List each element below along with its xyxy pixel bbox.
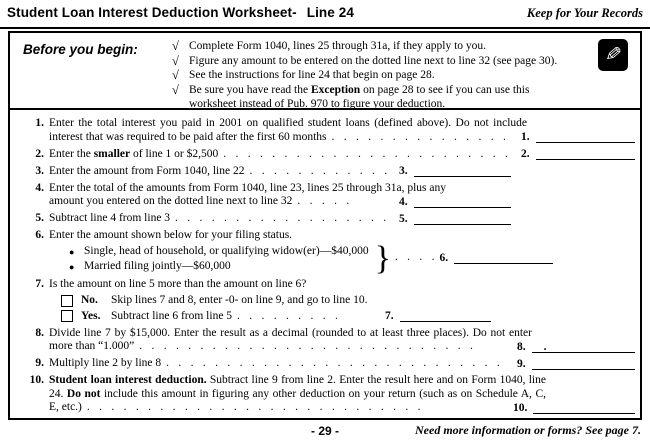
checklist-item-text — [189, 83, 564, 111]
line-text — [49, 182, 449, 209]
filing-option-married — [69, 260, 369, 274]
yes-text: Subtract line 6 from line 5 — [111, 309, 233, 322]
dot-leader: . . . . . . . . . . . . — [249, 164, 388, 177]
line-text — [49, 327, 532, 354]
filing-option-single — [69, 245, 369, 259]
page-header — [0, 0, 650, 29]
line-text — [49, 374, 546, 415]
dot-leader: . . . . . — [297, 195, 350, 208]
do-not-bold: Do not — [66, 387, 101, 400]
answer-6 — [393, 251, 553, 269]
dot-leader: . . . . . . . . . . . . . . . . . . . . . . . . . . . . — [86, 401, 421, 414]
dot-leader: . . . . . . . . . . . . . . . . . . . . . . . . . . . . — [139, 340, 473, 353]
checkmark-icon: √ — [172, 39, 179, 53]
keep-for-records-label: Keep for Your Records — [526, 6, 643, 20]
answer-field-10[interactable] — [533, 402, 635, 414]
answer-field-3[interactable] — [414, 165, 511, 177]
line-number: 4. — [35, 181, 44, 194]
answer-5 — [399, 213, 511, 225]
line-number: 5. — [35, 212, 44, 225]
answer-field-8[interactable] — [532, 341, 635, 353]
answer-label: 5. — [399, 212, 408, 225]
no-option-row — [61, 294, 632, 308]
answer-field-5[interactable] — [414, 213, 511, 225]
yes-label: Yes. — [81, 309, 101, 322]
bullet-icon: ● — [69, 247, 75, 258]
answer-label: 9. — [517, 357, 526, 370]
line-number: 10. — [29, 374, 44, 387]
worksheet-line-8 — [22, 327, 632, 354]
answer-label: 7. — [385, 310, 394, 323]
line-text — [49, 165, 632, 179]
filing-option-text: Married filing jointly—$60,000 — [84, 260, 231, 273]
no-instruction-text: Skip lines 7 and 8, enter -0- on line 9, and go to line 10. — [111, 294, 368, 307]
checklist-item-text: Figure any amount to be entered on the dotted line next to line 32 (see page 30). — [189, 54, 558, 67]
pencil-glyph: ✎ — [603, 43, 623, 67]
page-title-line: Line 24 — [306, 5, 354, 20]
checkbox-no[interactable] — [61, 295, 73, 307]
footer-note: Need more information or forms? See page 7. — [415, 423, 641, 437]
dot-leader: . . . . . . . . . . . . . . . . . . . . . . . . — [223, 147, 508, 160]
filing-bullets — [69, 244, 369, 275]
line-7-question: Is the amount on line 5 more than the amount on line 6? — [49, 278, 307, 291]
smaller-bold: smaller — [93, 147, 131, 160]
worksheet-line-5 — [22, 212, 632, 226]
yes-instruction-text — [111, 310, 338, 324]
line-number: 8. — [35, 326, 44, 339]
answer-8 — [517, 341, 635, 353]
checklist-item-text: Complete Form 1040, lines 25 through 31a, if they apply to you. — [189, 40, 487, 52]
before-you-begin-label: Before you begin: — [23, 42, 138, 57]
answer-label: 8. — [517, 340, 526, 353]
line-text — [49, 148, 527, 162]
checklist-item — [172, 54, 564, 68]
worksheet-line-10 — [22, 374, 632, 415]
dot-leader: . . . . . . . . . . . . . . . . . . . . . . . . . . . . — [166, 357, 500, 370]
deduction-bold: Student loan interest deduction. — [49, 374, 207, 387]
line-9-text: Multiply line 2 by line 8 — [49, 357, 162, 370]
answer-label: 10. — [513, 401, 528, 414]
answer-9 — [517, 358, 635, 370]
filing-status-options — [69, 240, 632, 278]
checklist-item-text-pre: Be sure you have read the — [189, 84, 311, 97]
checklist-item — [172, 83, 564, 111]
brace-glyph: } — [374, 240, 391, 278]
worksheet-lines — [10, 110, 640, 415]
answer-field-1[interactable] — [536, 131, 635, 143]
answer-field-7[interactable] — [400, 310, 491, 322]
dot-leader: . . . . . . . . . — [237, 309, 338, 322]
before-you-begin-section — [10, 33, 640, 110]
line-number: 7. — [35, 278, 44, 291]
answer-label: 6. — [439, 252, 449, 265]
pencil-icon — [598, 39, 628, 71]
line-2-text-post: of line 1 or $2,500 — [130, 147, 219, 160]
checklist-item — [172, 39, 564, 53]
worksheet-line-1 — [22, 117, 632, 144]
line-8-text: Divide line 7 by $15,000. Enter the result as a decimal (rounded to at least three places). Do not enter more than “1.000” — [49, 326, 532, 353]
checkbox-yes[interactable] — [61, 310, 73, 322]
answer-label: 1. — [521, 131, 530, 144]
begin-checklist — [172, 39, 564, 112]
line-number: 1. — [35, 117, 44, 129]
answer-7 — [385, 310, 491, 322]
line-number: 3. — [35, 164, 44, 177]
answer-field-4[interactable] — [414, 196, 511, 208]
page-title-main: Student Loan Interest Deduction Worksheet- — [7, 5, 297, 20]
line-number: 2. — [35, 147, 44, 160]
line-4-text: Enter the total of the amounts from Form 1040, line 23, lines 25 through 31a, plus any amount you entered on the dotted line next to line 32 — [49, 181, 447, 208]
checklist-item — [172, 68, 564, 82]
checkmark-icon: √ — [172, 83, 179, 98]
worksheet-box — [8, 31, 642, 420]
worksheet-line-9 — [22, 357, 632, 371]
answer-field-6[interactable] — [454, 252, 553, 264]
bullet-icon: ● — [69, 262, 75, 273]
answer-label: 3. — [399, 165, 408, 178]
line-text — [49, 278, 632, 292]
line-text — [49, 117, 527, 144]
answer-field-9[interactable] — [532, 358, 635, 370]
line-1-text: Enter the total interest you paid in 2001 on qualified student loans (defined above). Do not include interest that was required to be paid after the first 60 months — [49, 117, 527, 143]
checklist-item-text: See the instructions for line 24 that begin on page 28. — [189, 69, 435, 82]
line-6-text: Enter the amount shown below for your filing status. — [49, 229, 293, 242]
answer-4 — [399, 196, 511, 208]
worksheet-line-6 — [22, 229, 632, 278]
line-3-text: Enter the amount from Form 1040, line 22 — [49, 164, 245, 177]
worksheet-line-4 — [22, 182, 632, 209]
checkmark-icon: √ — [172, 53, 179, 68]
answer-2 — [521, 148, 635, 160]
dot-leader: . . . . . . . . . . . . . . . . . . — [175, 212, 387, 225]
answer-label: 4. — [399, 195, 408, 208]
line-number: 6. — [35, 229, 44, 242]
page-number: - 29 - — [310, 424, 339, 438]
worksheet-line-2 — [22, 148, 632, 162]
answer-field-2[interactable] — [536, 148, 635, 160]
exception-bold: Exception — [310, 84, 361, 97]
worksheet-line-3 — [22, 165, 632, 179]
line-10-text-2: include this amount in figuring any other deduction on your return (such as on Schedule A, C, E, etc.) — [49, 387, 546, 414]
yes-option-row — [61, 310, 632, 324]
no-label: No. — [81, 294, 98, 307]
line-2-text-pre: Enter the — [49, 147, 94, 160]
answer-10 — [513, 402, 635, 414]
dot-leader: . . . . — [394, 250, 435, 263]
filing-option-text: Single, head of household, or qualifying widow(er)—$40,000 — [84, 245, 369, 258]
line-text — [49, 212, 632, 226]
checkmark-icon: √ — [172, 68, 179, 83]
line-number: 9. — [35, 357, 44, 370]
line-5-text: Subtract line 4 from line 3 — [49, 212, 171, 225]
answer-label: 2. — [521, 148, 530, 161]
answer-1 — [521, 131, 635, 143]
answer-3 — [399, 165, 511, 177]
page-title — [7, 5, 354, 20]
decimal-point-marker: . — [543, 341, 547, 354]
dot-leader: . . . . . . . . . . . . . . . — [331, 130, 506, 143]
line-10-text-1: Subtract line 9 from line 2. Enter the result here and on Form 1040, line 24. — [49, 374, 546, 400]
checklist-item-text-post: on page 28 to see if you can use this worksheet instead of Pub. 970 to figure your deduction. — [189, 84, 530, 111]
worksheet-line-7 — [22, 278, 632, 323]
line-text — [49, 229, 632, 243]
